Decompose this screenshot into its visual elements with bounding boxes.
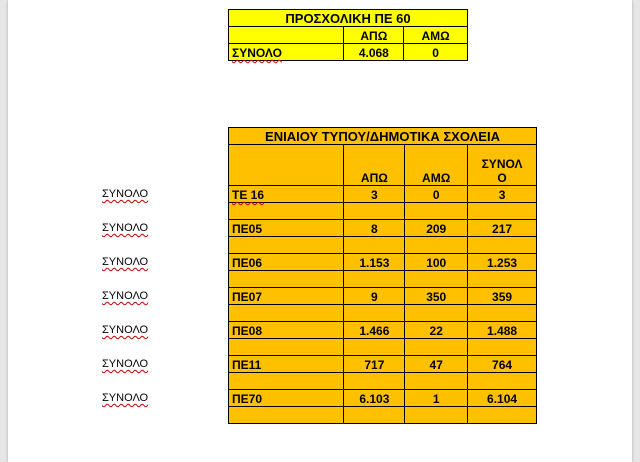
preschool-table-title: ΠΡΟΣΧΟΛΙΚΗ ΠΕ 60: [229, 10, 468, 27]
column-header-apo: ΑΠΩ: [344, 27, 404, 44]
side-label-total: ΣΥΝΟΛΟ: [102, 290, 149, 302]
primary-schools-table: [228, 127, 537, 424]
row-code: ΤΕ 16: [232, 188, 265, 202]
cell-apo: 1.153: [344, 254, 405, 271]
cell-total: 3: [468, 186, 537, 203]
cell-apo: 717: [344, 356, 405, 373]
column-header-total-line1: ΣΥΝΟΛ: [481, 157, 523, 171]
cell-amo-value: 0: [404, 44, 468, 61]
cell-total: 1.488: [468, 322, 537, 339]
cell-amo: 100: [405, 254, 468, 271]
side-label-total: ΣΥΝΟΛΟ: [102, 188, 149, 200]
cell-amo: 209: [405, 220, 468, 237]
side-label-total: ΣΥΝΟΛΟ: [102, 256, 149, 268]
cell-apo: 6.103: [344, 390, 405, 407]
table-row: [229, 322, 537, 339]
table-row: [229, 220, 537, 237]
document-page: [8, 0, 632, 462]
cell-apo-value: 4.068: [344, 44, 404, 61]
cell-total: 1.253: [468, 254, 537, 271]
column-header-amo: ΑΜΩ: [404, 27, 468, 44]
row-label-total: ΣΥΝΟΛΟ: [232, 46, 282, 60]
cell-apo: 8: [344, 220, 405, 237]
table-row: [229, 186, 537, 203]
preschool-table: [228, 9, 468, 61]
cell-apo: 3: [344, 186, 405, 203]
cell-amo: 350: [405, 288, 468, 305]
empty-cell: [229, 145, 344, 186]
side-label-total: ΣΥΝΟΛΟ: [102, 392, 149, 404]
table-row: [229, 254, 537, 271]
cell-amo: 0: [405, 186, 468, 203]
cell-apo: 9: [344, 288, 405, 305]
cell-amo: 47: [405, 356, 468, 373]
table-row: [229, 390, 537, 407]
table-row: [229, 288, 537, 305]
primary-table-title: ΕΝΙΑΙΟΥ ΤΥΠΟΥ/ΔΗΜΟΤΙΚΑ ΣΧΟΛΕΙΑ: [229, 128, 537, 145]
table-row: [229, 356, 537, 373]
row-code: ΠΕ06: [229, 254, 344, 271]
cell-amo: 22: [405, 322, 468, 339]
row-code: ΠΕ05: [229, 220, 344, 237]
side-label-total: ΣΥΝΟΛΟ: [102, 222, 149, 234]
row-code: ΠΕ07: [229, 288, 344, 305]
column-header-total-line2: Ο: [497, 171, 507, 185]
side-label-total: ΣΥΝΟΛΟ: [102, 358, 149, 370]
cell-amo: 1: [405, 390, 468, 407]
column-header-amo: ΑΜΩ: [405, 145, 468, 186]
cell-total: 217: [468, 220, 537, 237]
cell-total: 6.104: [468, 390, 537, 407]
cell-total: 359: [468, 288, 537, 305]
row-code: ΠΕ08: [229, 322, 344, 339]
row-code: ΠΕ11: [229, 356, 344, 373]
cell-total: 764: [468, 356, 537, 373]
cell-apo: 1.466: [344, 322, 405, 339]
side-label-total: ΣΥΝΟΛΟ: [102, 324, 149, 336]
empty-cell: [229, 27, 344, 44]
row-code: ΠΕ70: [229, 390, 344, 407]
column-header-apo: ΑΠΩ: [344, 145, 405, 186]
column-header-total: [468, 145, 537, 186]
